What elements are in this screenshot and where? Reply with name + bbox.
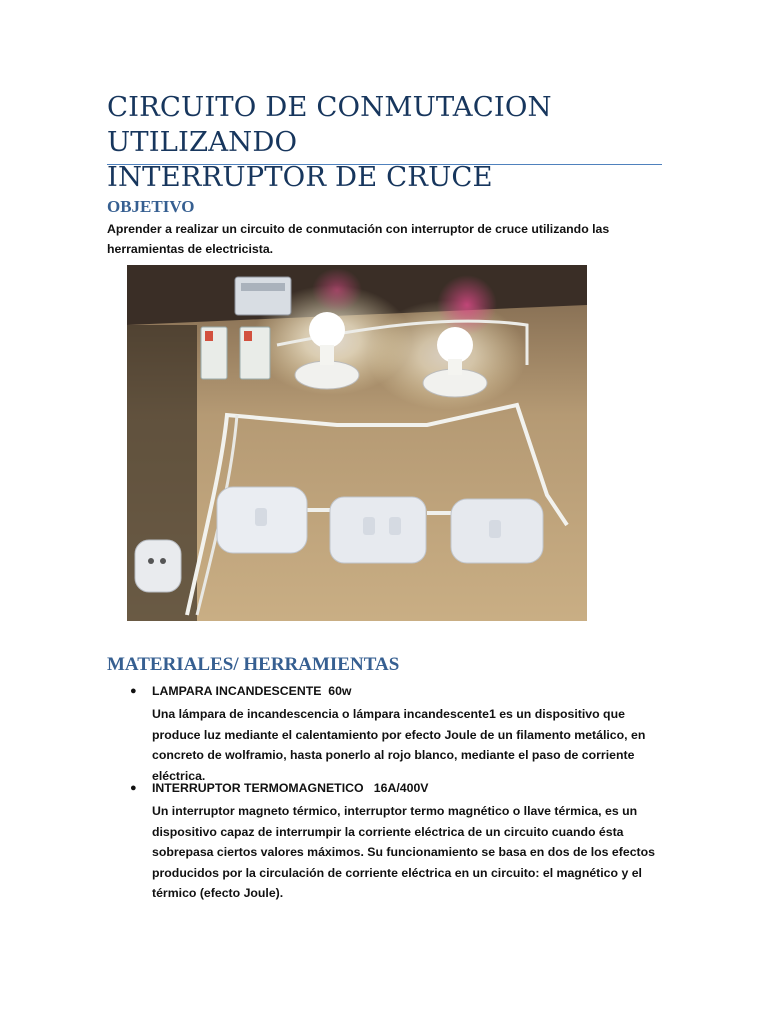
item-description: Una lámpara de incandescencia o lámpara incandescente1 es un dispositivo que produce luz mediante el calentamiento por efecto Joule de un filamento metálico, en concreto de wolframio, hasta ponerlo al rojo blanco, mediante el paso de corriente eléctrica. xyxy=(152,707,646,783)
bullet-icon: ● xyxy=(130,782,137,794)
bullet-icon: ● xyxy=(130,685,137,697)
item-description: Un interruptor magneto térmico, interruptor termo magnético o llave térmica, es un dispositivo capaz de interrumpir la corriente eléctrica de un circuito cuando ésta sobrepasa ciertos valores máximos. Su funcionamiento se basa en dos de los efectos producidos por la circulación de corriente eléctrica en un circuito: el magnético y el térmico (efecto Joule). xyxy=(152,804,655,900)
title-divider xyxy=(107,164,662,165)
title-line-1: CIRCUITO DE CONMUTACION UTILIZANDO xyxy=(107,91,552,158)
item-name: INTERRUPTOR TERMOMAGNETICO 16A/400V xyxy=(152,781,429,795)
circuit-photo xyxy=(127,265,587,621)
objetivo-heading: OBJETIVO xyxy=(107,197,195,216)
title-line-2: INTERRUPTOR DE CRUCE xyxy=(107,161,493,193)
item-name: LAMPARA INCANDESCENTE 60w xyxy=(152,684,352,698)
objetivo-text: Aprender a realizar un circuito de conmutación con interruptor de cruce utilizando las herramientas de electricista. xyxy=(107,222,610,256)
document-title xyxy=(107,90,667,195)
materiales-heading: MATERIALES/ HERRAMIENTAS xyxy=(107,654,400,675)
